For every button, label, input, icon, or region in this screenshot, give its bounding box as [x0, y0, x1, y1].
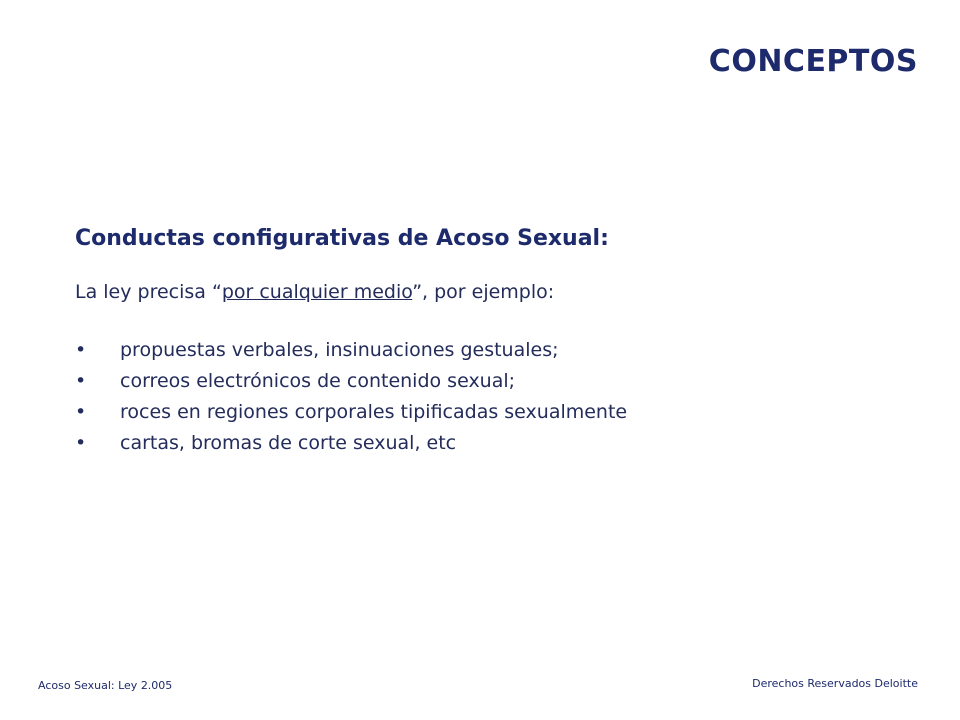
bullet-icon: • — [75, 370, 87, 392]
intro-suffix: ”, por ejemplo: — [412, 281, 555, 303]
section-heading: Conductas configurativas de Acoso Sexual: — [75, 226, 609, 251]
list-item-text: propuestas verbales, insinuaciones gestuales; — [120, 339, 559, 361]
bullet-list — [75, 335, 895, 459]
footer-left-text: Acoso Sexual: Ley 2.005 — [38, 679, 173, 692]
list-item-text: cartas, bromas de corte sexual, etc — [120, 432, 457, 454]
intro-emphasis: por cualquier medio — [221, 281, 413, 303]
list-item-text: roces en regiones corporales tipificadas sexualmente — [120, 401, 628, 423]
bullet-icon: • — [75, 339, 87, 361]
footer-right-text: Derechos Reservados Deloitte — [752, 677, 918, 690]
list-item — [75, 397, 895, 428]
list-item — [75, 366, 895, 397]
intro-paragraph — [75, 281, 895, 303]
intro-prefix: La ley precisa “ — [75, 281, 222, 303]
bullet-icon: • — [75, 401, 87, 423]
slide-content — [75, 226, 895, 459]
slide-title: CONCEPTOS — [708, 44, 918, 79]
list-item-text: correos electrónicos de contenido sexual; — [120, 370, 516, 392]
list-item — [75, 428, 895, 459]
bullet-icon: • — [75, 432, 87, 454]
list-item — [75, 335, 895, 366]
